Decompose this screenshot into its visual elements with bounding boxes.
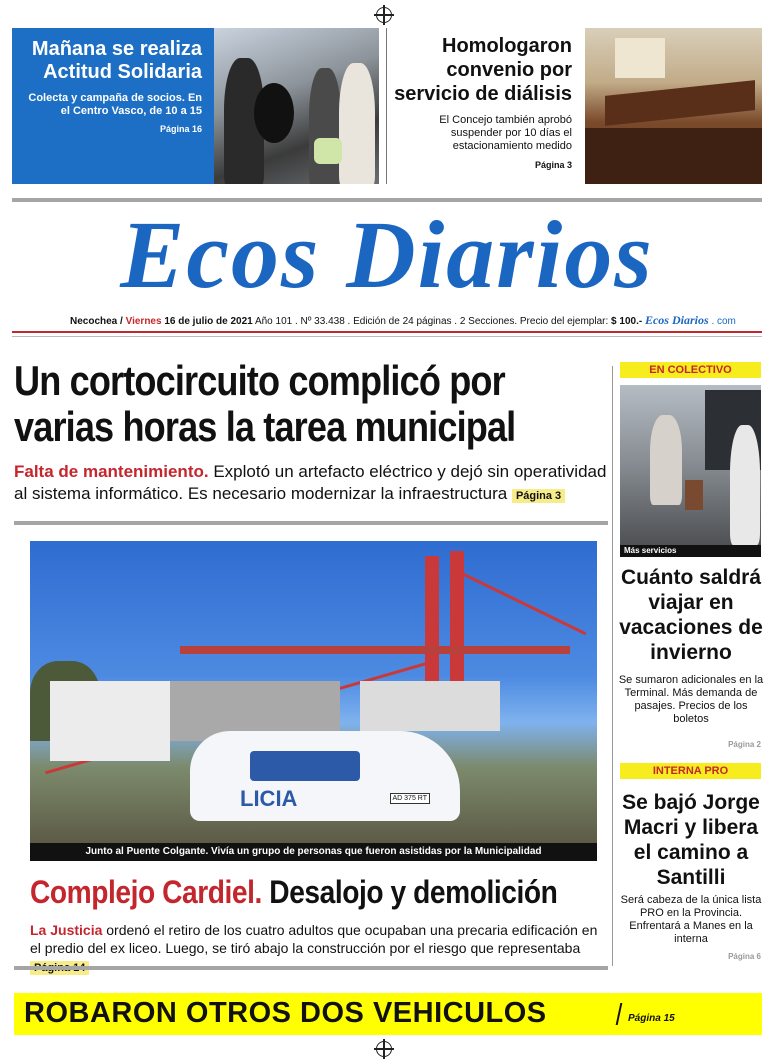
- sidebar-page[interactable]: Página 6: [728, 952, 761, 961]
- dateline-city: Necochea /: [70, 316, 123, 327]
- police-car: [190, 731, 460, 821]
- banner-separator: [616, 1003, 623, 1025]
- photo-story-lead-kicker: La Justicia: [30, 922, 103, 938]
- photo-story-kicker: Complejo Cardiel.: [30, 874, 262, 910]
- teaser-page: Página 3: [534, 160, 572, 170]
- main-summary-text: Explotó un artefacto eléctrico y dejó sin operatividad al sistema informático. Es necesario modernizar la infraestructura: [14, 462, 607, 503]
- teaser-dialisis[interactable]: [388, 34, 578, 170]
- police-car-label: LICIA: [240, 786, 298, 811]
- banner-page: Página 15: [628, 1013, 675, 1024]
- teaser-actitud-solidaria[interactable]: [12, 28, 214, 184]
- photo-story-title: Desalojo y demolición: [269, 874, 558, 910]
- main-summary: [14, 461, 614, 507]
- sidebar-headline[interactable]: Se bajó Jorge Macri y libera el camino a Santilli: [622, 791, 760, 889]
- teaser-divider: [386, 28, 387, 184]
- dateline-details: Año 101 . Nº 33.438 . Edición de 24 páginas . 2 Secciones. Precio del ejemplar:: [254, 316, 609, 327]
- masthead-logo[interactable]: Ecos Diarios: [120, 201, 654, 308]
- banner-headline: ROBARON OTROS DOS VEHICULOS: [24, 997, 547, 1029]
- teaser-page: Página 16: [159, 124, 202, 134]
- photo-story-summary-text: ordenó el retiro de los cuatro adultos que ocupaban una precaria edificación en el predio del ex liceo. Luego, se tiró abajo la construcción por el riesgo que representaba: [30, 922, 598, 956]
- sidebar-photo-caption: Más servicios: [620, 545, 761, 557]
- dateline-rule-red: [12, 331, 762, 333]
- police-car-plate: AD 375 RT: [390, 793, 431, 804]
- teaser-summary: Colecta y campaña de socios. En el Centro Vasco, de 10 a 15: [28, 92, 202, 117]
- dateline-date: 16 de julio de 2021: [164, 316, 253, 327]
- main-kicker: Falta de mantenimiento.: [14, 462, 209, 481]
- dateline: [70, 313, 760, 328]
- photo-bus-terminal: [620, 385, 761, 545]
- sidebar-page[interactable]: Página 2: [728, 740, 761, 749]
- main-headline[interactable]: Un cortocircuito complicó por varias horas la tarea municipal: [14, 357, 516, 450]
- teaser-headline: Homologaron convenio por servicio de diálisis: [394, 35, 572, 105]
- dateline-domain: . com: [711, 316, 736, 327]
- column-divider: [612, 366, 613, 966]
- photo-story-headline[interactable]: [30, 872, 576, 912]
- registration-mark-bottom-icon: [374, 1039, 394, 1059]
- registration-mark-top-icon: [374, 5, 394, 25]
- main-page-badge[interactable]: Página 3: [512, 489, 565, 503]
- section-rule: [14, 521, 608, 525]
- section-rule-bottom: [14, 966, 608, 970]
- dateline-price: $ 100.-: [611, 316, 643, 327]
- photo-puente-colgante: [30, 541, 597, 843]
- teaser-headline: Mañana se realiza Actitud Solidaria: [31, 38, 202, 83]
- sidebar-section-label: EN COLECTIVO: [620, 362, 761, 378]
- bottom-banner[interactable]: [14, 993, 762, 1035]
- dateline-brand: Ecos Diarios: [644, 313, 709, 327]
- sidebar-headline[interactable]: Cuánto saldrá viajar en vacaciones de invierno: [619, 566, 763, 664]
- sidebar-section-label: INTERNA PRO: [620, 763, 761, 779]
- sidebar-summary: Se sumaron adicionales en la Terminal. Más demanda de pasajes. Precios de los boletos: [618, 674, 764, 725]
- photo-council-room: [585, 28, 762, 184]
- sidebar-summary: Será cabeza de la única lista PRO en la Provincia. Enfrentará a Manes en la interna: [620, 894, 762, 945]
- teaser-summary: El Concejo también aprobó suspender por 10 días el estacionamiento medido: [439, 114, 572, 152]
- dateline-weekday: Viernes: [125, 316, 162, 327]
- photo-caption: Junto al Puente Colgante. Vivía un grupo de personas que fueron asistidas por la Municipalidad: [30, 843, 597, 861]
- photo-volunteers: [214, 28, 379, 184]
- dateline-rule-grey: [12, 336, 762, 337]
